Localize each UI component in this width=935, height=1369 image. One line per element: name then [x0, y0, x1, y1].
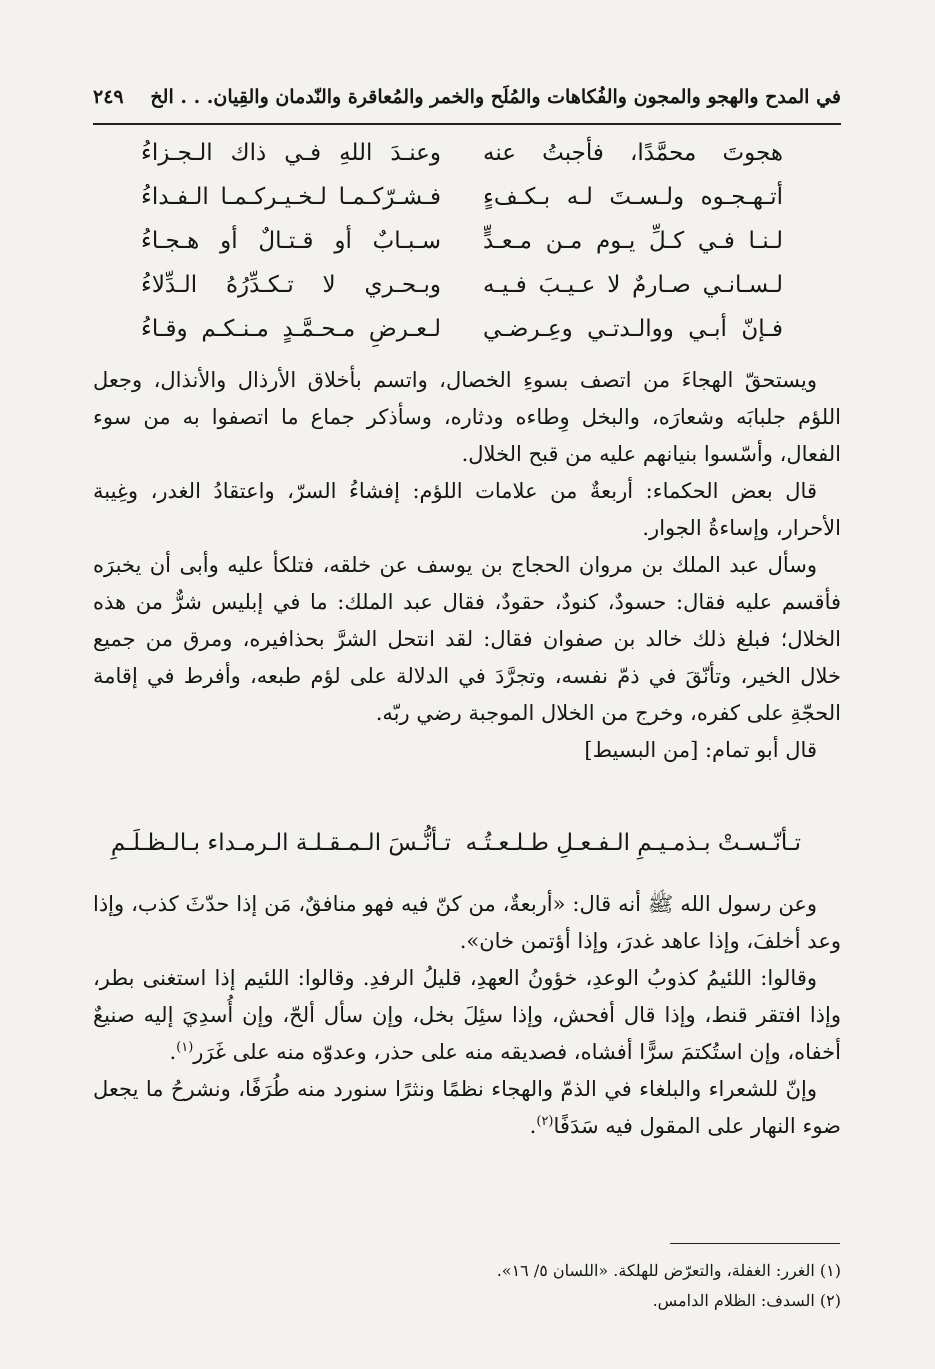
running-header: [93, 86, 841, 122]
verse-line: [93, 316, 841, 360]
paragraph: قال أبو تمام: [من البسيط]: [584, 738, 817, 762]
body-text-a: [93, 362, 841, 769]
footnote-marker: (١): [176, 1040, 194, 1055]
footnote-rule: [670, 1243, 840, 1244]
footnote-marker: (٢): [536, 1114, 554, 1129]
paragraph: قال بعض الحكماء: أربعةٌ من علامات اللؤم: إفشاءُ السرّ، واعتقادُ الغدر، وغِيبة الأحرار، وإساءةُ الجوار.: [93, 479, 841, 540]
paragraph: وسأل عبد الملك بن مروان الحجاج بن يوسف عن خلقه، فتلكأ عليه وأبى أن يخبرَه فأقسم عليه فقال: حسودٌ، كنودٌ، حقودٌ، فقال عبد الملك: ما في إبليس شرٌّ من هذه الخلال؛ فبلغ ذلك خالد بن صفوان فقال: لقد انتحل الشرَّ بحذافيره، ومرق من جميع خلال الخير، وتأنّقَ في ذمّ نفسه، وتجرَّدَ في الدلالة على لؤم طبعه، وأفرط في إقامة الحجّةِ على كفره، وخرج من الخلال الموجبة رضي ربّه.: [93, 553, 841, 725]
verse-second-hemistich: تـأنُّـسَ الـمـقـلـة الـرمـداء بـالـظـلَـمِ: [110, 830, 451, 856]
verse-second-hemistich: لـعـرضِ مـحـمَّـدٍ مـنـكـم وقـاءُ: [141, 316, 441, 342]
verse-first-hemistich: فـإنّ أبـي ووالـدتـي وعِـرضـي: [483, 316, 783, 342]
poem-verses: [93, 140, 841, 360]
paragraph: ويستحقّ الهجاءَ من اتصف بسوءِ الخصال، واتسم بأخلاق الأرذال والأنذال، وجعل اللؤم جلبابَه وشعارَه، والبخل وِطاءه ودثاره، وسأذكر جماع ما اتصفوا به من سوء الفعال، وأسّسوا بنيانهم عليه من قبح الخلال.: [93, 368, 841, 466]
paragraph-text: وقالوا: اللئيمُ كذوبُ الوعدِ، خؤونُ العهدِ، قليلُ الرفدِ. وقالوا: اللئيم إذا استغنى بطر، وإذا افتقر قنط، وإذا قال أفحش، وإذا سئِلَ بخل، وإن سأل ألحّ، وإن أُسدِيَ إليه صنيعٌ أخفاه، وإن استُكتمَ سرًّا أفشاه، فصديقه منه على حذر، وعدوّه منه على غَرَر: [93, 966, 841, 1064]
verse-second-hemistich: سـبـابٌ أو قـتـالٌ أو هـجـاءُ: [141, 228, 441, 254]
verse-line: [93, 184, 841, 228]
footnote: (١) الغرر: الغفلة، والتعرّض للهلكة. «اللسان ٥/ ١٦».: [496, 1261, 841, 1280]
verse-second-hemistich: وعنـدَ اللهِ فـي ذاك الـجـزاءُ: [141, 140, 441, 166]
paragraph: وعن رسول الله ﷺ أنه قال: «أربعةٌ، من كنّ فيه فهو منافقٌ، مَن إذا حدّثَ كذب، وإذا وعد أخلفَ، وإذا عاهد غدرَ، وإذا أؤتمن خان».: [93, 892, 841, 953]
verse-line: [93, 140, 841, 184]
single-verse: [93, 830, 841, 874]
paragraph: وإنّ للشعراء والبلغاء في الذمّ والهجاء نظمًا ونثرًا سنورد منه طُرَفًا، ونشرحُ ما يجعل ضوء النهار على المقول فيه سَدَفًا$^{(٢)}$.: [93, 1077, 841, 1138]
paragraph-text: وإنّ للشعراء والبلغاء في الذمّ والهجاء نظمًا ونثرًا سنورد منه طُرَفًا، ونشرحُ ما يجعل ضوء النهار على المقول فيه سَدَفًا: [93, 1077, 841, 1138]
body-text-b: [93, 886, 841, 1145]
header-rule: [93, 123, 841, 125]
verse-first-hemistich: لـسـانـي صـارمٌ لا عـيـبَ فـيـه: [483, 272, 783, 298]
verse-second-hemistich: وبـحـري لا تـكـدِّرُهُ الـدِّلاءُ: [141, 272, 441, 298]
footnote: (٢) السدف: الظلام الدامس.: [652, 1291, 841, 1310]
verse-first-hemistich: لـنـا فـي كـلِّ يـوم مـن مـعـدٍّ: [483, 228, 783, 254]
verse-line: [93, 272, 841, 316]
verse-first-hemistich: تـأنّـسـتْ بـذمـيـمِ الـفـعـلِ طـلـعـتُـه: [465, 830, 801, 856]
verse-line: [93, 228, 841, 272]
paragraph: وقالوا: اللئيمُ كذوبُ الوعدِ، خؤونُ العهدِ، قليلُ الرفدِ. وقالوا: اللئيم إذا استغنى بطر، وإذا افتقر قنط، وإذا قال أفحش، وإذا سئِلَ بخل، وإن سأل ألحّ، وإن أُسدِيَ إليه صنيعٌ أخفاه، وإن استُكتمَ سرًّا أفشاه، فصديقه منه على حذر، وعدوّه منه على غَرَر$^{(١)}$.: [93, 966, 841, 1064]
running-header-title: في المدح والهجو والمجون والفُكاهات والمُلَح والخمر والمُعاقرة والنّدمان والقِيان. . . الخ: [150, 86, 841, 108]
verse-second-hemistich: فـشـرّكـمـا لـخـيـركـمـا الـفـداءُ: [141, 184, 441, 210]
page-number: ٢٤٩: [93, 86, 124, 108]
verse-first-hemistich: هجوتَ محمَّدًا، فأجبتُ عنه: [483, 140, 783, 166]
verse-first-hemistich: أتـهـجـوه ولـسـتَ لـه بـكـفءٍ: [483, 184, 783, 210]
footnotes: [93, 1256, 841, 1316]
